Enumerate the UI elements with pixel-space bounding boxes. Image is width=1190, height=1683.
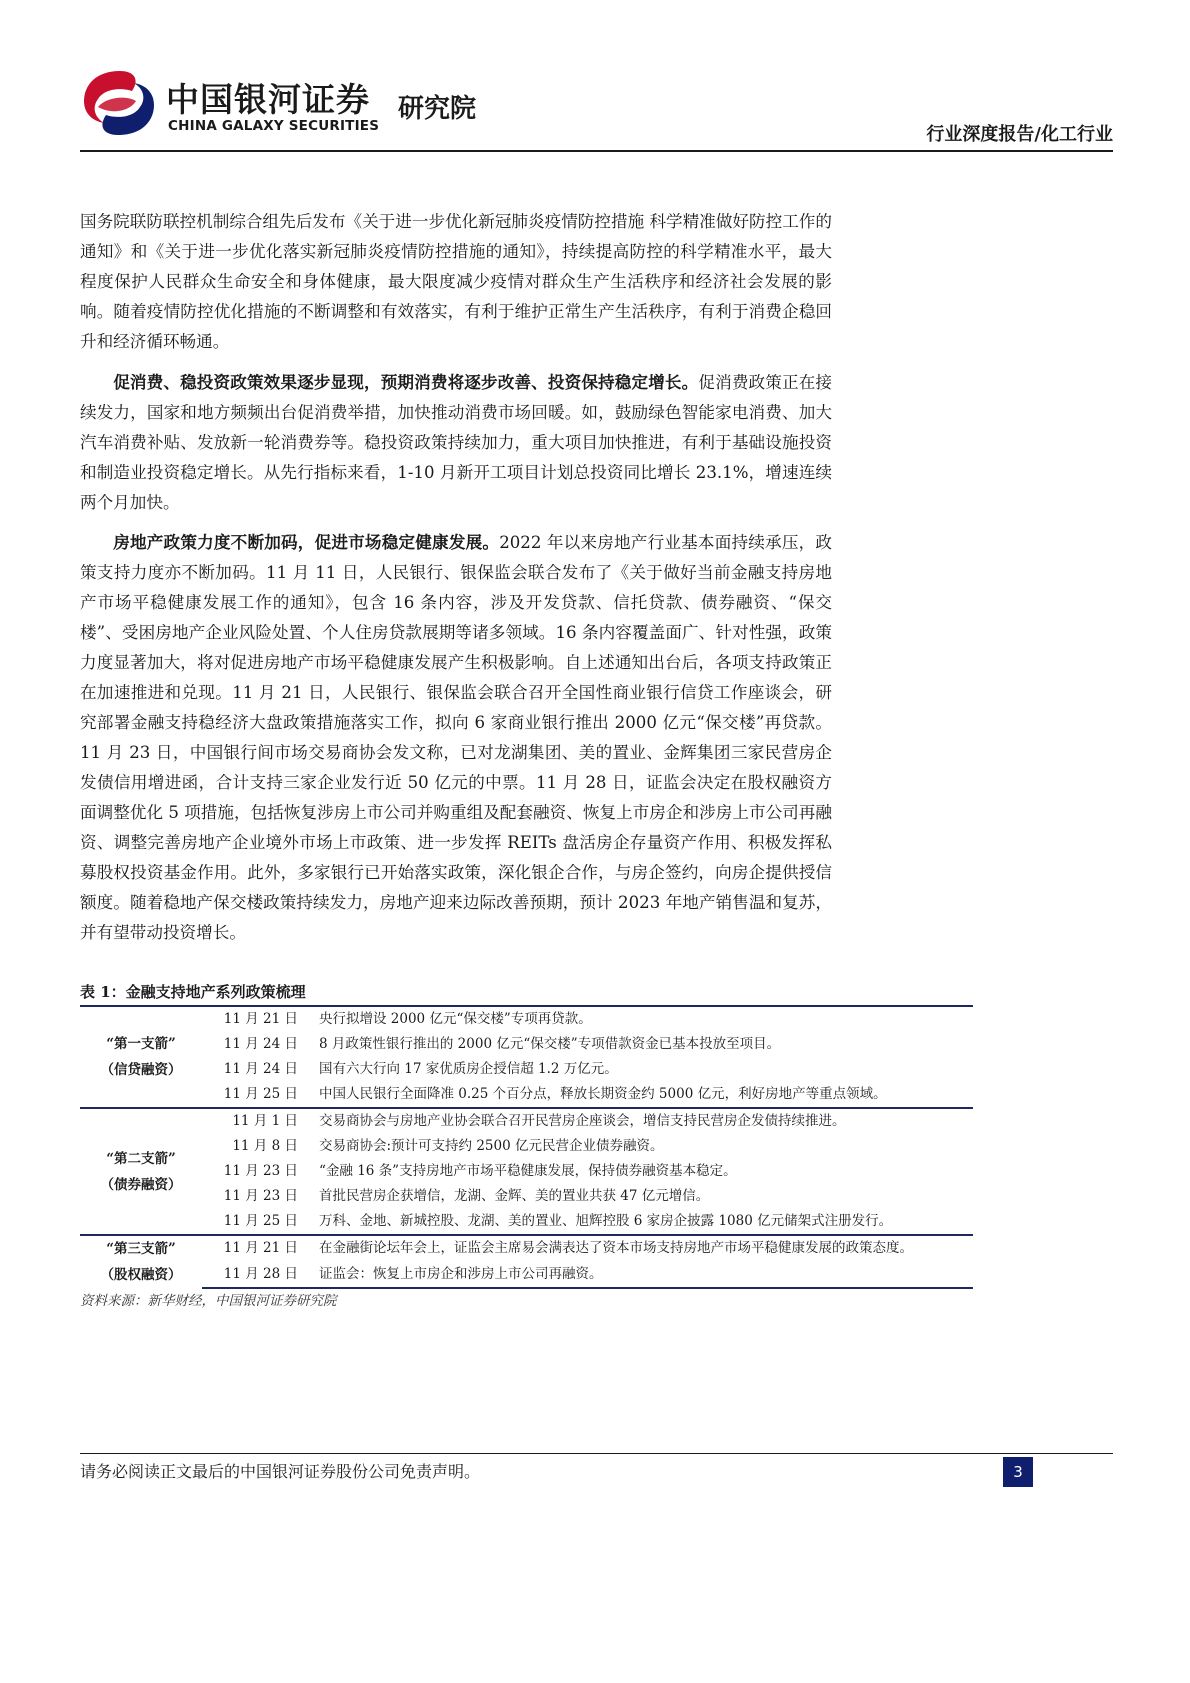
group-label-line: （信贷融资）	[100, 1062, 182, 1078]
paragraph-real-estate	[80, 527, 832, 948]
paragraph-consumption-investment	[80, 367, 832, 518]
brand-name-en: CHINA GALAXY SECURITIES	[168, 118, 380, 134]
page-number: 3	[1003, 1457, 1033, 1487]
group-bond	[80, 1108, 973, 1235]
table-row	[80, 1134, 973, 1159]
paragraph-lead: 促消费、稳投资政策效果逐步显现，预期消费将逐步改善、投资保持稳定增长。	[113, 372, 699, 392]
row-date: 11 月 1 日	[202, 1108, 319, 1134]
group-label	[80, 1006, 202, 1108]
institute-label: 研究院	[398, 94, 477, 124]
row-date: 11 月 23 日	[223, 1188, 298, 1204]
table-source: 资料来源：新华财经，中国银河证券研究院	[80, 1293, 337, 1309]
paragraph-epidemic-policy: 国务院联防联控机制综合组先后发布《关于进一步优化新冠肺炎疫情防控措施 科学精准做好防控工作的通知》和《关于进一步优化落实新冠肺炎疫情防控措施的通知》，持续提高防控的科学精准水平，最大程度保护人民群众生命安全和身体健康，最大限度减少疫情对群众生产生活秩序和经济社会发展的影响。随着疫情防控优化措施的不断调整和有效落实，有利于维护正常生产生活秩序，有利于消费企稳回升和经济循环畅通。	[80, 212, 832, 351]
table-row	[80, 1082, 973, 1108]
row-text: 交易商协会与房地产业协会联合召开民营房企座谈会，增信支持民营房企发债持续推进。	[319, 1108, 973, 1134]
table-row	[80, 1209, 973, 1235]
group-equity	[80, 1235, 973, 1288]
galaxy-logo-icon	[80, 67, 158, 139]
row-text: “金融 16 条”支持房地产市场平稳健康发展，保持债券融资基本稳定。	[319, 1163, 737, 1179]
policy-table	[80, 1005, 973, 1289]
group-label-line: “第二支箭”	[106, 1150, 176, 1167]
row-date: 11 月 28 日	[202, 1262, 319, 1289]
group-label-line: （债券融资）	[100, 1176, 182, 1193]
row-text: 万科、金地、新城控股、龙湖、美的置业、旭辉控股 6 家房企披露 1080 亿元储架式注册发行。	[319, 1213, 893, 1229]
paragraph-lead: 房地产政策力度不断加码，促进市场稳定健康发展。	[113, 532, 500, 552]
footer-disclaimer: 请务必阅读正文最后的中国银河证券股份公司免责声明。	[80, 1462, 481, 1481]
row-date: 11 月 21 日	[202, 1006, 319, 1032]
group-label-line: “第一支箭”	[106, 1036, 176, 1052]
table-caption: 表 1：金融支持地产系列政策梳理	[80, 983, 306, 1001]
table-row	[80, 1006, 973, 1032]
row-text: 首批民营房企获增信，龙湖、金辉、美的置业共获 47 亿元增信。	[319, 1188, 710, 1204]
group-label	[80, 1235, 202, 1288]
row-date: 11 月 24 日	[223, 1036, 298, 1052]
group-label	[80, 1108, 202, 1235]
table-row	[80, 1057, 973, 1082]
table-row	[80, 1159, 973, 1184]
row-text: 8 月政策性银行推出的 2000 亿元“保交楼”专项借款资金已基本投放至项目。	[319, 1036, 781, 1052]
row-date: 11 月 25 日	[223, 1086, 298, 1102]
group-label-line: “第三支箭”	[106, 1241, 176, 1257]
row-text: 央行拟增设 2000 亿元“保交楼”专项再贷款。	[319, 1006, 973, 1032]
row-date: 11 月 23 日	[223, 1163, 298, 1179]
table-row	[80, 1235, 973, 1262]
group-label-line: （股权融资）	[100, 1267, 182, 1283]
group-credit	[80, 1006, 973, 1108]
table-row	[80, 1108, 973, 1134]
footer-divider	[80, 1453, 1113, 1454]
header-divider	[80, 150, 1113, 152]
page-header	[80, 62, 1113, 154]
report-type: 行业深度报告/化工行业	[926, 124, 1113, 145]
table-row	[80, 1184, 973, 1209]
row-date: 11 月 24 日	[223, 1061, 298, 1077]
paragraph-body: 2022 年以来房地产行业基本面持续承压，政策支持力度亦不断加码。11 月 11 日，人民银行、银保监会联合发布了《关于做好当前金融支持房地产市场平稳健康发展工作的通知》，包含 16 条内容，涉及开发贷款、信托贷款、债券融资、“保交楼”、受困房地产企业风险处置、个人住房贷款展期等诸多领域。16 条内容覆盖面广、针对性强，政策力度显著加大，将对促进房地产市场平稳健康发展产生积极影响。自上述通知出台后，各项支持政策正在加速推进和兑现。11 月 21 日，人民银行、银保监会联合召开全国性商业银行信贷工作座谈会，研究部署金融支持稳经济大盘政策措施落实工作，拟向 6 家商业银行推出 2000 亿元“保交楼”再贷款。11 月 23 日，中国银行间市场交易商协会发文称，已对龙湖集团、美的置业、金辉集团三家民营房企发债信用增进函，合计支持三家企业发行近 50 亿元的中票。11 月 28 日，证监会决定在股权融资方面调整优化 5 项措施，包括恢复涉房上市公司并购重组及配套融资、恢复上市房企和涉房上市公司再融资、调整完善房地产企业境外市场上市政策、进一步发挥 REITs 盘活房企存量资产作用、积极发挥私募股权投资基金作用。此外，多家银行已开始落实政策，深化银企合作，与房企签约，向房企提供授信额度。随着稳地产保交楼政策持续发力，房地产迎来边际改善预期，预计 2023 年地产销售温和复苏，并有望带动投资增长。	[80, 533, 832, 942]
brand-name-cn: 中国银河证券	[166, 80, 370, 119]
row-date: 11 月 25 日	[223, 1213, 298, 1229]
row-text: 中国人民银行全面降准 0.25 个百分点，释放长期资金约 5000 亿元，利好房地产等重点领域。	[319, 1086, 887, 1102]
table-row	[80, 1262, 973, 1289]
row-date: 11 月 8 日	[232, 1138, 298, 1154]
row-text: 证监会：恢复上市房企和涉房上市公司再融资。	[319, 1262, 973, 1289]
paragraph-body: 促消费政策正在接续发力，国家和地方频频出台促消费举措，加快推动消费市场回暖。如，鼓励绿色智能家电消费、加大汽车消费补贴、发放新一轮消费券等。稳投资政策持续加力，重大项目加快推进，有利于基础设施投资和制造业投资稳定增长。从先行指标来看，1-10 月新开工项目计划总投资同比增长 23.1%，增速连续两个月加快。	[80, 373, 833, 512]
row-date: 11 月 21 日	[202, 1235, 319, 1262]
row-text: 交易商协会:预计可支持约 2500 亿元民营企业债券融资。	[319, 1138, 664, 1154]
row-text: 国有六大行向 17 家优质房企授信超 1.2 万亿元。	[319, 1061, 618, 1077]
row-text: 在金融街论坛年会上，证监会主席易会满表达了资本市场支持房地产市场平稳健康发展的政策态度。	[319, 1235, 973, 1262]
table-row	[80, 1032, 973, 1057]
